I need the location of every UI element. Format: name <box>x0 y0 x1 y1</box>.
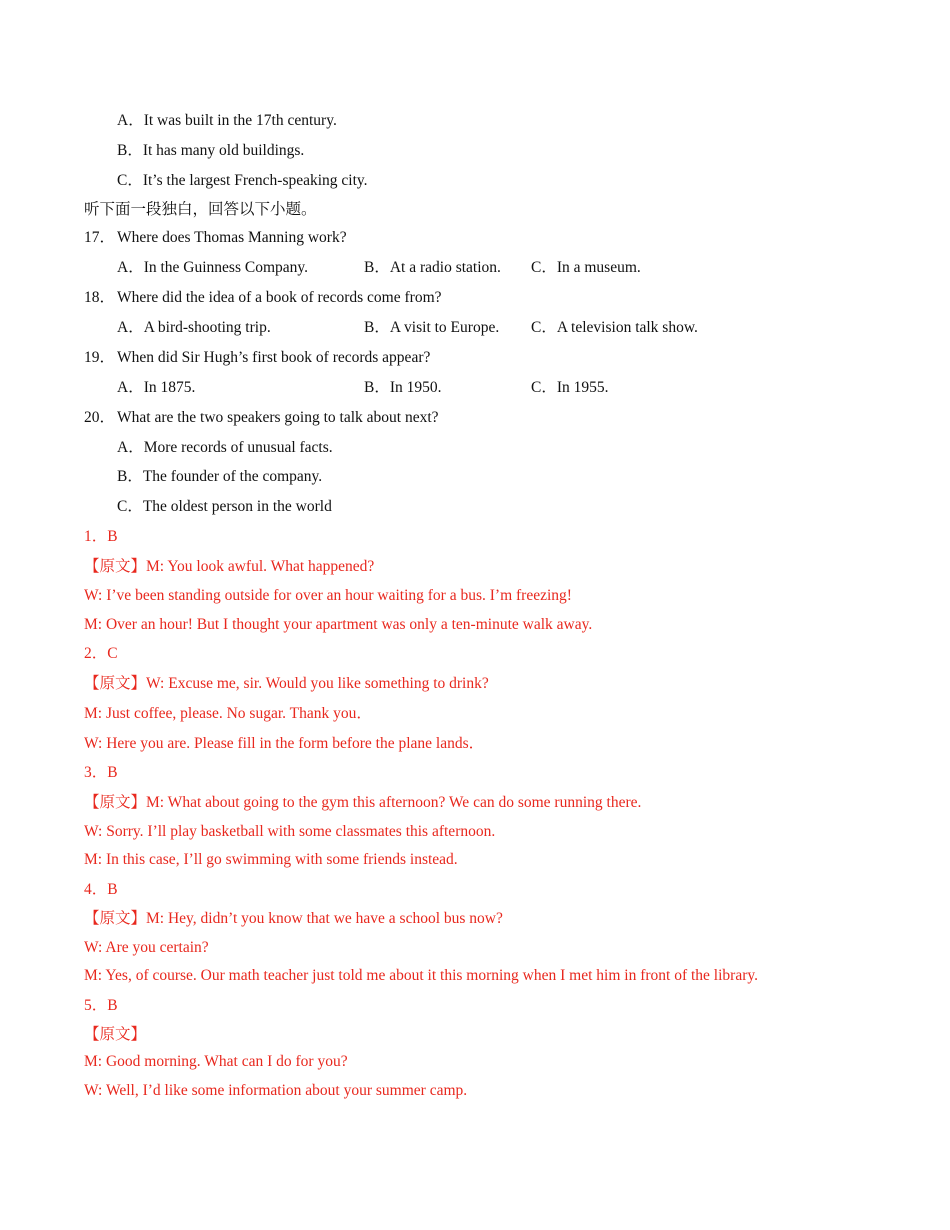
q20-option-c: C．The oldest person in the world <box>117 498 332 515</box>
q20-option-b: B．The founder of the company. <box>117 468 323 485</box>
answer-key-2: 2．C <box>84 645 118 662</box>
transcript-line: W: Well, I’d like some information about your summer camp. <box>84 1082 468 1099</box>
transcript-line: 【原文】 <box>84 1026 147 1043</box>
question-text: What are the two speakers going to talk about next? <box>117 409 439 426</box>
question-number: 19． <box>84 349 116 366</box>
section-instruction: 听下面一段独白，回答以下小题。 <box>84 201 317 218</box>
question-text: When did Sir Hugh’s first book of records appear? <box>117 349 431 366</box>
transcript-line: M: Yes, of course. Our math teacher just told me about it this morning when I met him in front of the library. <box>84 967 758 984</box>
transcript-line: W: I’ve been standing outside for over an hour waiting for a bus. I’m freezing! <box>84 587 572 604</box>
transcript-line: W: Are you certain? <box>84 939 209 956</box>
option-prev-c: C．It’s the largest French-speaking city. <box>117 172 368 189</box>
transcript-line: W: Here you are. Please fill in the form before the plane lands． <box>84 735 485 752</box>
question-17 <box>84 228 347 248</box>
option-prev-a: A．It was built in the 17th century. <box>117 112 337 129</box>
q18-option-b: B．A visit to Europe. <box>364 319 500 336</box>
answer-key-3: 3．B <box>84 764 118 781</box>
q19-option-a: A．In 1875. <box>117 379 196 396</box>
question-text: Where does Thomas Manning work? <box>117 229 347 246</box>
q19-option-b: B．In 1950. <box>364 379 442 396</box>
q18-option-a: A．A bird-shooting trip. <box>117 319 271 336</box>
transcript-line: 【原文】W: Excuse me, sir. Would you like something to drink? <box>84 675 489 692</box>
q17-option-a: A．In the Guinness Company. <box>117 259 309 276</box>
transcript-line: 【原文】M: What about going to the gym this afternoon? We can do some running there. <box>84 794 642 811</box>
question-number: 18． <box>84 289 116 306</box>
question-19 <box>84 348 430 368</box>
question-number: 17． <box>84 229 116 246</box>
transcript-line: M: Over an hour! But I thought your apartment was only a ten-minute walk away. <box>84 616 593 633</box>
transcript-line: W: Sorry. I’ll play basketball with some classmates this afternoon. <box>84 823 496 840</box>
q17-option-c: C．In a museum. <box>531 259 641 276</box>
q17-option-b: B．At a radio station. <box>364 259 501 276</box>
transcript-line: 【原文】M: Hey, didn’t you know that we have a school bus now? <box>84 910 503 927</box>
transcript-line: M: Just coffee, please. No sugar. Thank you． <box>84 705 372 722</box>
question-18 <box>84 288 442 308</box>
transcript-line: M: Good morning. What can I do for you? <box>84 1053 348 1070</box>
question-number: 20． <box>84 409 116 426</box>
answer-key-5: 5．B <box>84 997 118 1014</box>
question-20 <box>84 408 439 428</box>
question-text: Where did the idea of a book of records come from? <box>117 289 442 306</box>
option-prev-b: B．It has many old buildings. <box>117 142 305 159</box>
q20-option-a: A．More records of unusual facts. <box>117 439 333 456</box>
transcript-line: M: In this case, I’ll go swimming with some friends instead. <box>84 851 458 868</box>
q19-option-c: C．In 1955. <box>531 379 609 396</box>
q18-option-c: C．A television talk show. <box>531 319 698 336</box>
transcript-line: 【原文】M: You look awful. What happened? <box>84 558 375 575</box>
answer-key-4: 4．B <box>84 881 118 898</box>
answer-key-1: 1．B <box>84 528 118 545</box>
